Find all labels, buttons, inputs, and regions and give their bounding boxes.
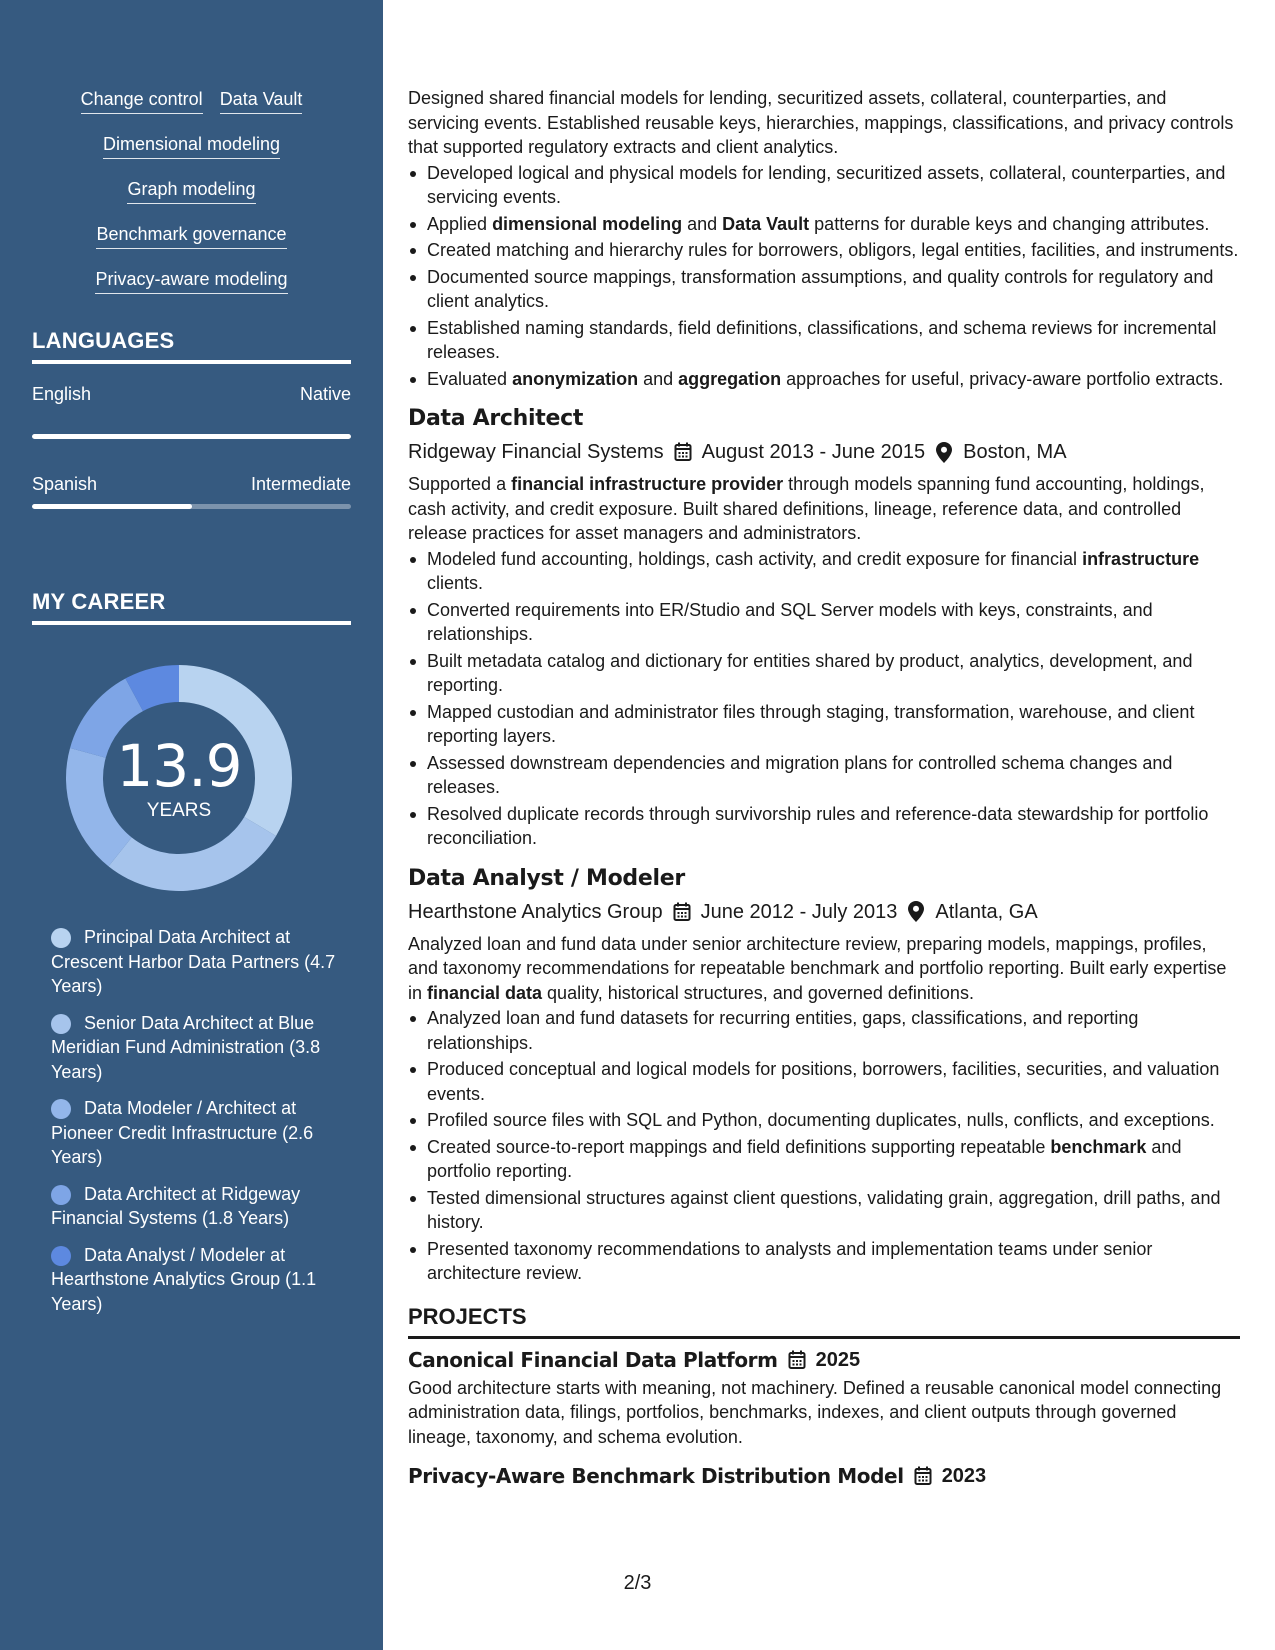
career-legend-label: Data Analyst / Modeler at Hearthstone Analytics Group (1.1 Years) — [51, 1244, 317, 1314]
bullet-item: Applied dimensional modeling and Data Vault patterns for durable keys and changing attributes. — [408, 212, 1240, 237]
projects-heading-text: PROJECTS — [408, 1303, 527, 1329]
bold-phrase: benchmark — [1050, 1136, 1147, 1157]
heading-underline — [32, 621, 351, 625]
languages-heading-text: LANGUAGES — [32, 328, 175, 353]
languages-heading — [32, 328, 351, 364]
job-company: Hearthstone Analytics Group — [408, 900, 663, 923]
bullet-item: Documented source mappings, transformation assumptions, and quality controls for regulatory and client analytics. — [408, 265, 1240, 314]
projects-heading — [408, 1304, 1240, 1339]
legend-dot-icon — [51, 1014, 71, 1034]
legend-dot-icon — [51, 1099, 71, 1119]
skills-list — [0, 0, 383, 313]
calendar-icon — [778, 1350, 816, 1370]
job-dates: June 2012 - July 2013 — [700, 900, 898, 923]
career-legend-item — [51, 1182, 341, 1231]
skill-tag: Data Vault — [220, 88, 303, 114]
bullet-item: Created matching and hierarchy rules for borrowers, obligors, legal entities, facilities, and instruments. — [408, 238, 1240, 263]
bullet-item: Assessed downstream dependencies and migration plans for controlled schema changes and releases. — [408, 751, 1240, 800]
skill-tag: Graph modeling — [127, 178, 255, 204]
bullet-item: Evaluated anonymization and aggregation approaches for useful, privacy-aware portfolio extracts. — [408, 367, 1240, 392]
job-bullets — [408, 547, 1240, 851]
language-level: Native — [299, 384, 351, 404]
language-bar-spanish — [32, 504, 351, 509]
project-title-row — [408, 1347, 1240, 1373]
bullet-item: Mapped custodian and administrator files through staging, transformation, warehouse, and client reporting layers. — [408, 700, 1240, 749]
project-description: Good architecture starts with meaning, not machinery. Defined a reusable canonical model connecting administration data, filings, portfolios, benchmarks, indexes, and client outputs through governed lineage, taxonomy, and schema evolution. — [408, 1377, 1222, 1447]
skill-row — [0, 133, 383, 178]
career-legend-item — [51, 1011, 341, 1085]
project-year: 2023 — [941, 1465, 987, 1487]
career-legend — [51, 925, 341, 1328]
calendar-icon — [904, 1466, 942, 1486]
project-year: 2025 — [815, 1348, 861, 1371]
skill-row — [0, 223, 383, 268]
career-donut-center — [66, 732, 292, 822]
skill-row — [0, 178, 383, 223]
legend-dot-icon — [51, 928, 71, 948]
skill-row — [0, 268, 383, 313]
career-legend-item — [51, 1096, 341, 1170]
bullet-item: Presented taxonomy recommendations to analysts and implementation teams under senior architecture review. — [408, 1237, 1240, 1286]
bullet-item: Analyzed loan and fund datasets for recurring entities, gaps, classifications, and reporting relationships. — [408, 1006, 1240, 1055]
language-level: Intermediate — [250, 474, 351, 494]
bold-phrase: anonymization — [512, 368, 639, 389]
project-title: Canonical Financial Data Platform — [408, 1347, 778, 1372]
career-legend-item — [51, 1243, 341, 1317]
job-summary: Designed shared financial models for lending, securitized assets, collateral, counterparties, and servicing events. Established reusable keys, hierarchies, mappings, classifications, and privacy controls that supported regulatory extracts and client analytics. — [408, 88, 1234, 157]
heading-underline — [408, 1336, 1240, 1339]
job-location: Boston, MA — [963, 441, 1067, 463]
job-bullets — [408, 161, 1240, 392]
career-total-unit: YEARS — [146, 800, 212, 821]
project-title-row — [408, 1463, 1240, 1489]
bullet-item: Produced conceptual and logical models for positions, borrowers, facilities, securities, and valuation events. — [408, 1057, 1240, 1106]
job-company: Ridgeway Financial Systems — [408, 441, 664, 463]
career-heading — [32, 589, 351, 625]
language-bar-english — [32, 434, 351, 439]
page-number: 2/3 — [623, 1572, 652, 1594]
job-bullets — [408, 1006, 1240, 1286]
donut-segment — [109, 817, 276, 891]
bold-phrase: financial data — [427, 982, 543, 1003]
bullet-item: Tested dimensional structures against client questions, validating grain, aggregation, drill paths, and history. — [408, 1186, 1240, 1235]
calendar-icon — [664, 442, 702, 462]
job-dates: August 2013 - June 2015 — [701, 441, 926, 463]
job-meta — [408, 438, 1240, 466]
career-legend-label: Principal Data Architect at Crescent Harbor Data Partners (4.7 Years) — [51, 927, 336, 996]
skill-tag: Change control — [81, 88, 203, 114]
main-content — [408, 86, 1240, 1489]
language-name: Spanish — [32, 474, 98, 494]
location-pin-icon — [925, 442, 963, 463]
skill-tag: Benchmark governance — [96, 223, 286, 249]
skill-row — [0, 88, 383, 133]
language-bar-fill — [32, 504, 192, 509]
job-summary: Supported a financial infrastructure provider through models spanning fund accounting, holdings, cash activity, and credit exposure. Built shared definitions, lineage, reference data, and controlled release practices for asset managers and administrators. — [408, 474, 1205, 543]
legend-dot-icon — [51, 1246, 71, 1266]
career-legend-label: Senior Data Architect at Blue Meridian Fund Administration (3.8 Years) — [51, 1012, 321, 1082]
bullet-item: Profiled source files with SQL and Python, documenting duplicates, nulls, conflicts, and exceptions. — [408, 1108, 1240, 1133]
language-row-english — [32, 384, 351, 405]
bold-phrase: Data Vault — [722, 213, 810, 234]
heading-underline — [32, 360, 351, 364]
bullet-item: Created source-to-report mappings and field definitions supporting repeatable benchmark and portfolio reporting. — [408, 1135, 1240, 1184]
job-meta — [408, 898, 1240, 926]
calendar-icon — [663, 902, 701, 922]
bullet-item: Established naming standards, field definitions, classifications, and schema reviews for incremental releases. — [408, 316, 1240, 365]
bullet-item: Converted requirements into ER/Studio and SQL Server models with keys, constraints, and relationships. — [408, 598, 1240, 647]
job-summary: Analyzed loan and fund data under senior architecture review, preparing models, mappings, profiles, and taxonomy recommendations for repeatable benchmark and portfolio reporting. Built early expertise in financial data quality, historical structures, and governed definitions. — [408, 933, 1227, 1003]
bold-phrase: dimensional modeling — [492, 213, 683, 234]
bold-phrase: financial infrastructure provider — [511, 474, 784, 494]
skill-tag: Privacy-aware modeling — [95, 268, 287, 294]
job-location: Atlanta, GA — [935, 900, 1038, 923]
career-legend-label: Data Modeler / Architect at Pioneer Credit Infrastructure (2.6 Years) — [51, 1098, 314, 1167]
bold-phrase: aggregation — [678, 368, 782, 389]
skill-tag: Dimensional modeling — [103, 133, 280, 159]
bold-phrase: infrastructure — [1082, 548, 1200, 569]
career-legend-label: Data Architect at Ridgeway Financial Systems (1.8 Years) — [51, 1183, 301, 1228]
bullet-item: Modeled fund accounting, holdings, cash activity, and credit exposure for financial infrastructure clients. — [408, 547, 1240, 596]
location-pin-icon — [897, 901, 935, 922]
project-title: Privacy-Aware Benchmark Distribution Model — [408, 1464, 904, 1488]
bullet-item: Resolved duplicate records through survivorship rules and reference-data stewardship for portfolio reconciliation. — [408, 802, 1240, 851]
bullet-item: Developed logical and physical models for lending, securitized assets, collateral, counterparties, and servicing events. — [408, 161, 1240, 210]
sidebar — [0, 0, 383, 1650]
language-name: English — [32, 384, 92, 404]
legend-dot-icon — [51, 1185, 71, 1205]
career-heading-text: MY CAREER — [32, 589, 166, 614]
career-total-years: 13.9 — [116, 732, 242, 800]
language-bar-fill — [32, 434, 351, 439]
job-title: Data Analyst / Modeler — [408, 865, 685, 891]
language-row-spanish — [32, 474, 351, 495]
bullet-item: Built metadata catalog and dictionary for entities shared by product, analytics, development, and reporting. — [408, 649, 1240, 698]
career-legend-item — [51, 925, 341, 999]
job-title: Data Architect — [408, 406, 584, 431]
